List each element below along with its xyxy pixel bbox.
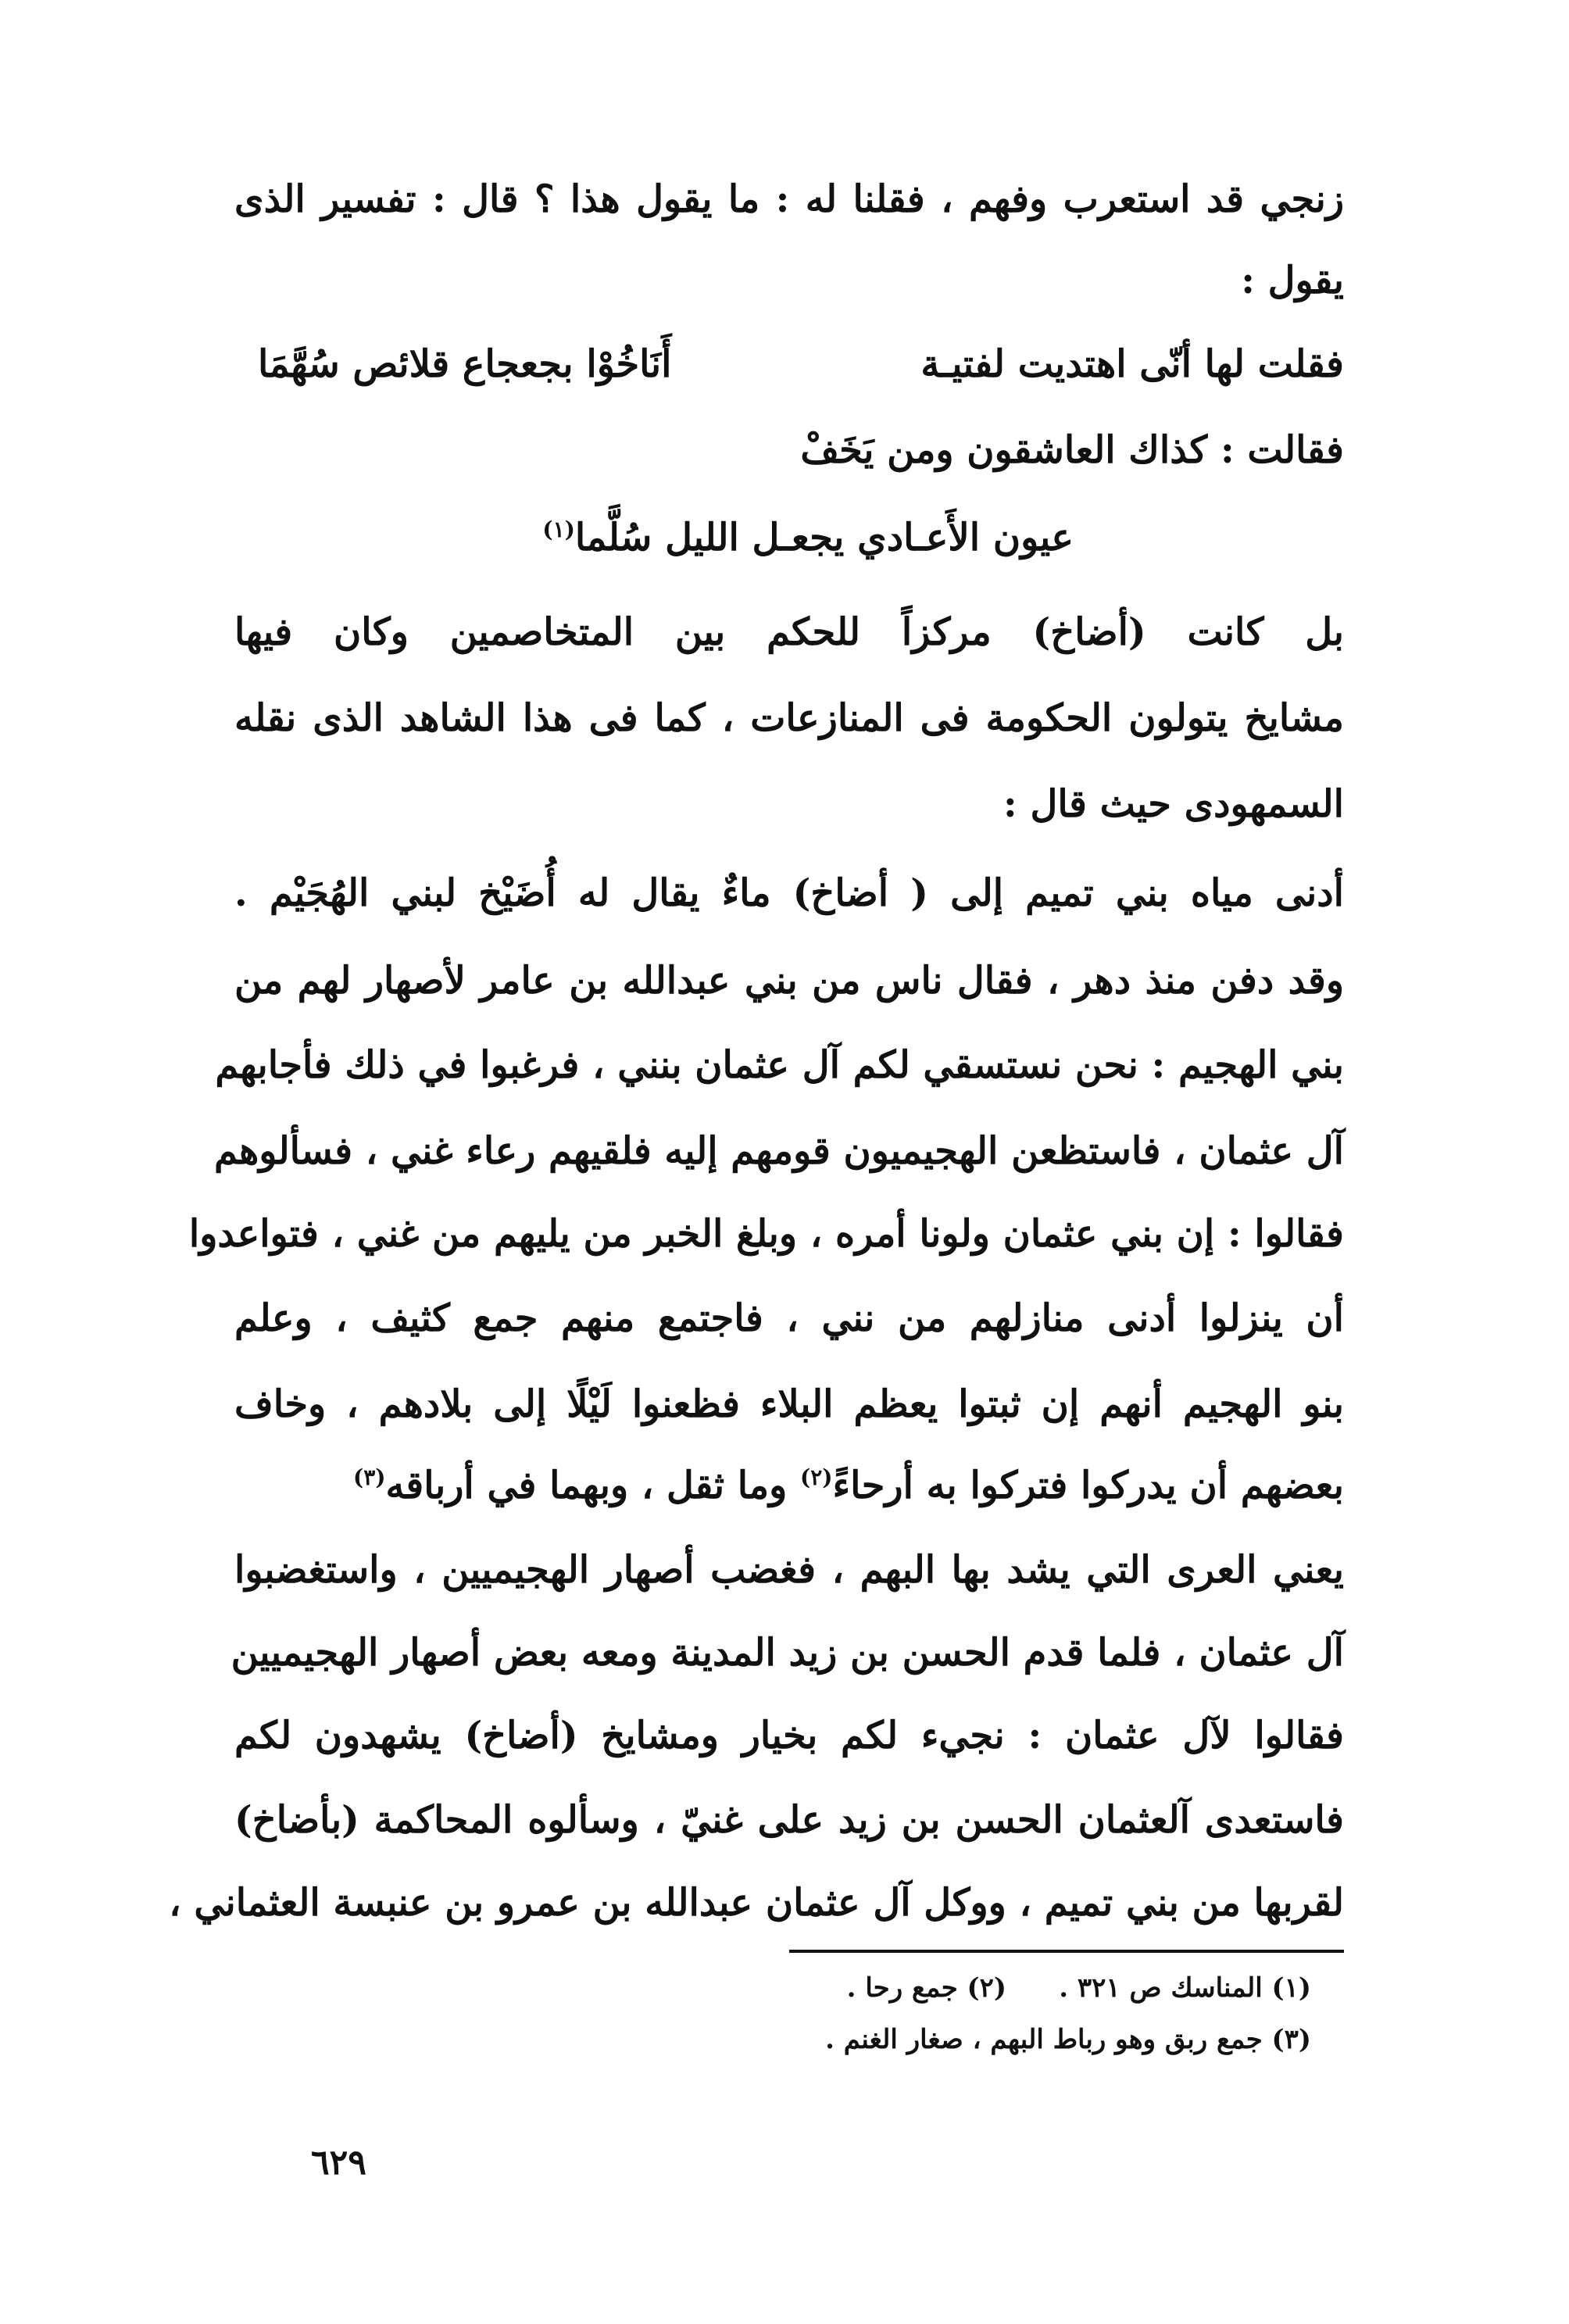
verse-2-second-hemistich xyxy=(542,516,1074,560)
body-line-18: لقربها من بني تميم ، ووكل آل عثمان عبدالله بن عمرو بن عنبسة العثماني ، xyxy=(169,1881,1344,1925)
body-line-12: بنو الهجيم أنهم إن ثبتوا يعظم البلاء فظعنوا لَيْلًا إلى بلادهم ، وخاف xyxy=(234,1382,1344,1426)
footnote-1: (١) المناسك ص ٣٢١ . xyxy=(1059,1972,1311,2004)
body-line-1: زنجي قد استعرب وفهم ، فقلنا له : ما يقول هذا ؟ قال : تفسير الذى xyxy=(234,177,1345,221)
footnote-3: (٣) جمع ربق وهو رباط البهم ، صغار الغنم . xyxy=(825,2024,1311,2055)
body-line-14: يعني العرى التي يشد بها البهم ، فغضب أصهار الهجيميين ، واستغضبوا xyxy=(234,1548,1344,1592)
verse-1-first-hemistich: فقلت لها أنّى اهتديت لفتيـة xyxy=(920,342,1344,386)
footnote-separator xyxy=(789,1950,1344,1953)
body-line-8: بني الهجيم : نحن نستسقي لكم آل عثمان بنني ، فرغبوا في ذلك فأجابهم xyxy=(215,1043,1344,1087)
body-line-5: السمهودى حيث قال : xyxy=(1003,782,1344,826)
body-line-6: أدنى مياه بني تميم إلى ( أضاخ) ماءٌ يقال له أُضَيْخ لبني الهُجَيْم . xyxy=(234,871,1344,915)
body-line-15: آل عثمان ، فلما قدم الحسن بن زيد المدينة ومعه بعض أصهار الهجيميين xyxy=(231,1631,1344,1675)
body-line-13-part-1: بعضهم أن يدركوا فتركوا به أرحاءً xyxy=(832,1464,1344,1507)
footnote-marker-2: (٢) xyxy=(800,1464,833,1490)
body-line-13 xyxy=(234,1464,1344,1507)
footnote-marker-3: (٣) xyxy=(353,1464,386,1490)
body-line-17: فاستعدى آلعثمان الحسن بن زيد على غنيّ ، وسألوه المحاكمة (بأضاخ) xyxy=(234,1798,1344,1842)
footnote-2: (٢) جمع رحا . xyxy=(846,1972,1006,2004)
body-line-3: بل كانت (أضاخ) مركزاً للحكم بين المتخاصمين وكان فيها xyxy=(234,610,1344,654)
body-line-10: فقالوا : إن بني عثمان ولونا أمره ، وبلغ الخبر من يليهم من غني ، فتواعدوا xyxy=(188,1212,1344,1256)
body-line-11: أن ينزلوا أدنى منازلهم من نني ، فاجتمع منهم جمع كثيف ، وعلم xyxy=(234,1296,1344,1340)
page-number: ٦٢٩ xyxy=(311,2143,366,2183)
body-line-4: مشايخ يتولون الحكومة فى المنازعات ، كما فى هذا الشاهد الذى نقله xyxy=(234,696,1345,740)
body-line-16: فقالوا لآل عثمان : نجيء لكم بخيار ومشايخ (أضاخ) يشهدون لكم xyxy=(234,1714,1344,1757)
body-line-13-part-2: وما ثقل ، وبهما في أرباقه xyxy=(385,1464,788,1507)
verse-2-first-hemistich: فقالت : كذاك العاشقون ومن يَخَفْ xyxy=(800,428,1344,472)
body-line-2: يقول : xyxy=(1241,259,1344,302)
body-line-9: آل عثمان ، فاستظعن الهجيميون قومهم إليه فلقيهم رعاء غني ، فسألوهم xyxy=(214,1129,1344,1173)
body-line-7: وقد دفن منذ دهر ، فقال ناس من بني عبدالله بن عامر لأصهار لهم من xyxy=(234,959,1344,1003)
verse-1-second-hemistich: أَنَاخُوْا بجعجاع قلائص سُهَّمَا xyxy=(258,342,672,386)
verse-2-second-hemistich-text: عيون الأَعـادي يجعـل الليل سُلَّما xyxy=(574,516,1074,560)
footnote-marker-1: (١) xyxy=(542,517,575,542)
